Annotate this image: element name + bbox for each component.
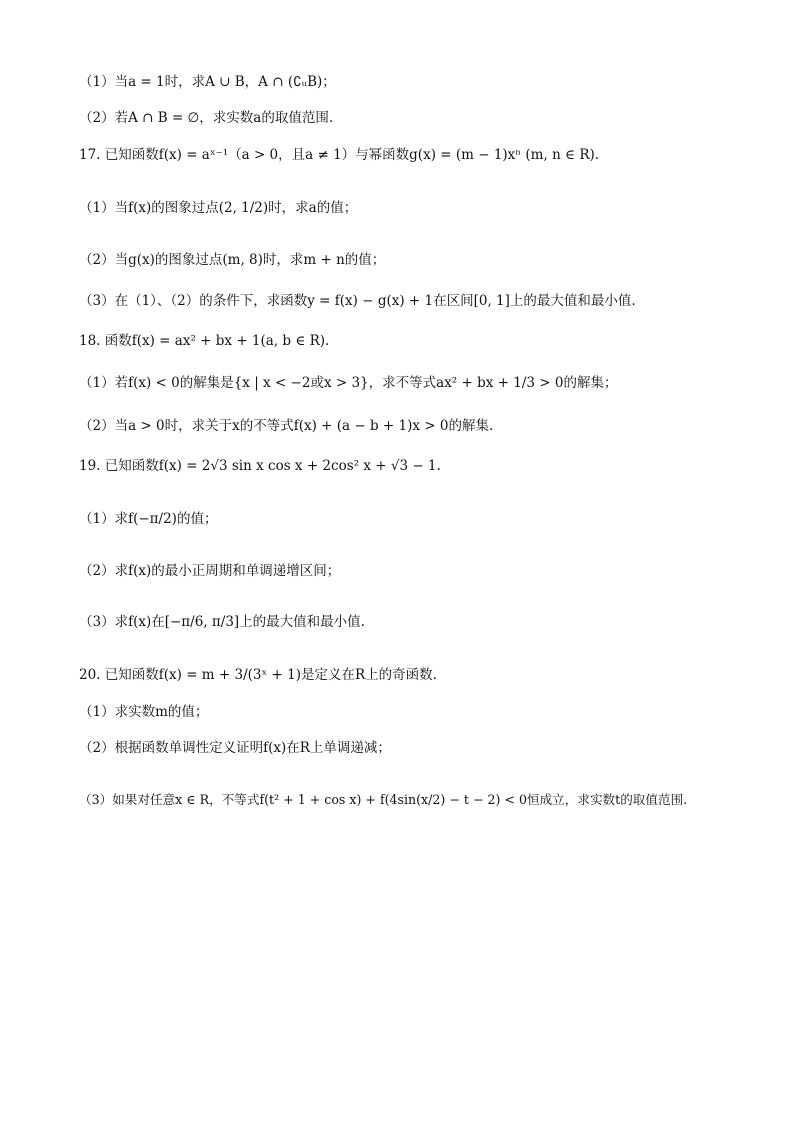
q20-part2: （2）根据函数单调性定义证明f(x)在R上单调递减； [79,740,391,756]
q17-part1: （1）当f(x)的图象过点(2, 1/2)时，求a的值； [79,200,358,216]
q19-part1: （1）求f(−π/2)的值； [79,511,218,527]
q20-part3: （3）如果对任意x ∈ R，不等式f(t² + 1 + cos x) + f(4sin(x/2) − t − 2) < 0恒成立，求实数t的取值范围. [79,792,688,807]
q17-part2: （2）当g(x)的图象过点(m, 8)时，求m + n的值； [79,252,386,268]
q17-stem: 17. 已知函数f(x) = aˣ⁻¹（a > 0，且a ≠ 1）与幂函数g(x) = (m − 1)xⁿ (m, n ∈ R). [79,147,600,163]
q20-part1: （1）求实数m的值； [79,704,209,720]
q16-part1: （1）当a = 1时，求A ∪ B，A ∩ (∁ᵤB)； [79,74,336,90]
q18-part2: （2）当a > 0时，求关于x的不等式f(x) + (a − b + 1)x > 0的解集. [79,418,494,434]
q18-part1: （1）若f(x) < 0的解集是{x | x < −2或x > 3}，求不等式ax² + bx + 1/3 > 0的解集； [79,375,618,391]
q20-stem: 20. 已知函数f(x) = m + 3/(3ˣ + 1)是定义在R上的奇函数. [79,667,437,683]
q19-part3: （3）求f(x)在[−π/6, π/3]上的最大值和最小值. [79,614,365,630]
q16-part2: （2）若A ∩ B = ∅，求实数a的取值范围. [79,110,334,126]
q19-stem: 19. 已知函数f(x) = 2√3 sin x cos x + 2cos² x + √3 − 1. [79,458,441,474]
q18-stem: 18. 函数f(x) = ax² + bx + 1(a, b ∈ R). [79,333,330,349]
q19-part2: （2）求f(x)的最小正周期和单调递增区间； [79,563,341,579]
q17-part3: （3）在（1）、（2）的条件下，求函数y = f(x) − g(x) + 1在区间[0, 1]上的最大值和最小值. [79,293,636,309]
